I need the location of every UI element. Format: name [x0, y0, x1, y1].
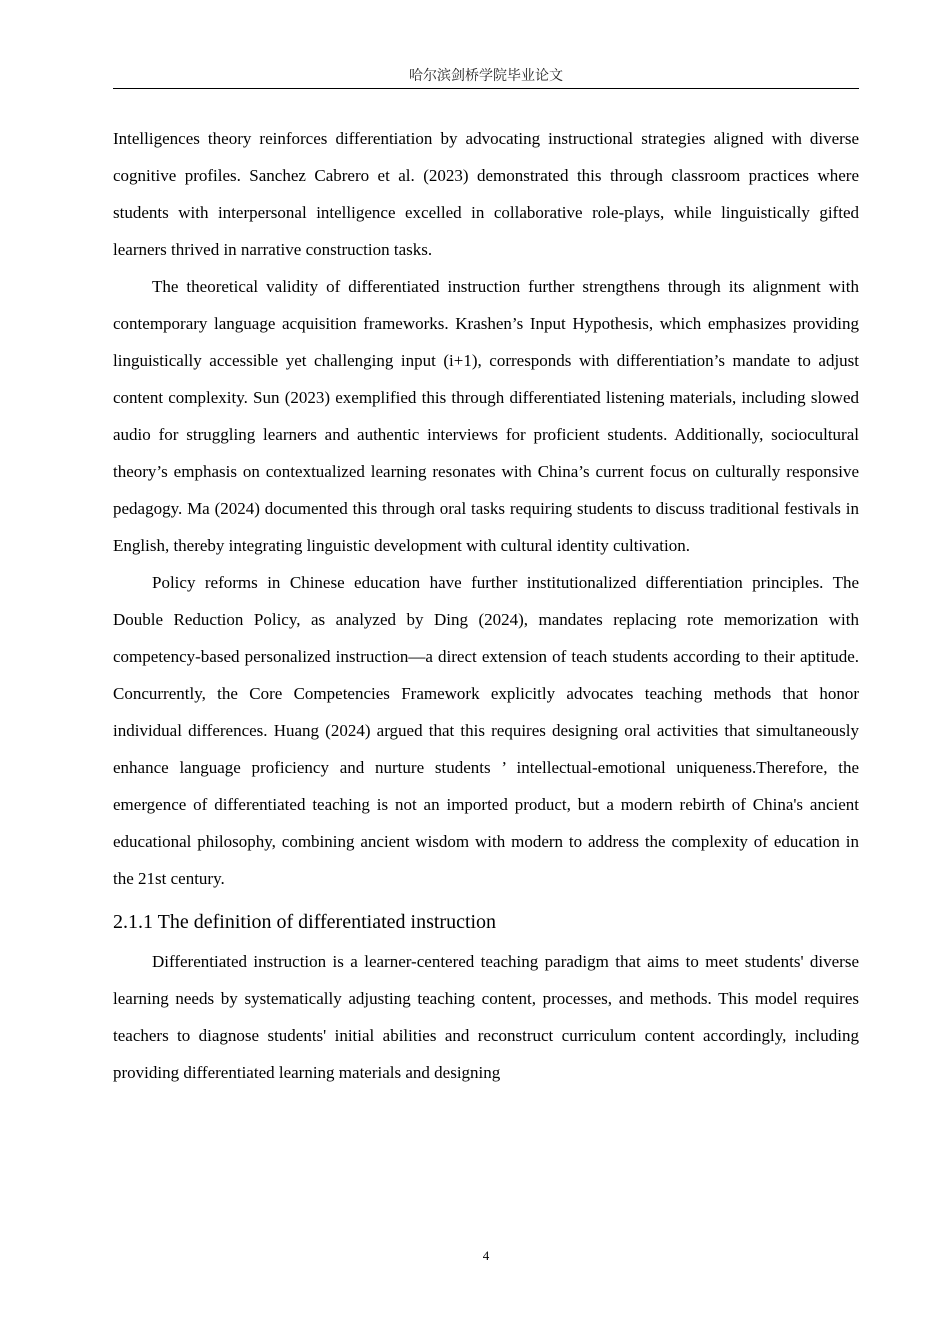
page-number: 4	[482, 1248, 490, 1263]
running-header: 哈尔滨剑桥学院毕业论文	[409, 68, 563, 84]
page-body	[113, 120, 859, 1091]
header-divider	[113, 88, 859, 89]
paragraph-intelligences-theory: Intelligences theory reinforces differentiation by advocating instructional strategies aligned with diverse cognitive profiles. Sanchez Cabrero et al. (2023) demonstrated this through classroom practices where students with interpersonal intelligence excelled in collaborative role-plays, while linguistically gifted learners thrived in narrative construction tasks.	[113, 129, 859, 259]
section-heading: 2.1.1 The definition of differentiated instruction	[113, 911, 497, 933]
paragraph-definition: Differentiated instruction is a learner-centered teaching paradigm that aims to meet students' diverse learning needs by systematically adjusting teaching content, processes, and methods. This model requires teachers to diagnose students' initial abilities and reconstruct curriculum content accordingly, including providing differentiated learning materials and designing	[113, 952, 859, 1082]
paragraph-policy-reforms: Policy reforms in Chinese education have further institutionalized differentiation principles. The Double Reduction Policy, as analyzed by Ding (2024), mandates replacing rote memorization with competency-based personalized instruction—a direct extension of teach students according to their aptitude. Concurrently, the Core Competencies Framework explicitly advocates teaching methods that honor individual differences. Huang (2024) argued that this requires designing oral activities that simultaneously enhance language proficiency and nurture students ’ intellectual-emotional uniqueness.Therefore, the emergence of differentiated teaching is not an imported product, but a modern rebirth of China's ancient educational philosophy, combining ancient wisdom with modern to address the complexity of education in the 21st century.	[113, 573, 859, 888]
paragraph-theoretical-validity: The theoretical validity of differentiated instruction further strengthens through its alignment with contemporary language acquisition frameworks. Krashen’s Input Hypothesis, which emphasizes providing linguistically accessible yet challenging input (i+1), corresponds with differentiation’s mandate to adjust content complexity. Sun (2023) exemplified this through differentiated listening materials, including slowed audio for struggling learners and authentic interviews for proficient students. Additionally, sociocultural theory’s emphasis on contextualized learning resonates with China’s current focus on culturally responsive pedagogy. Ma (2024) documented this through oral tasks requiring students to discuss traditional festivals in English, thereby integrating linguistic development with cultural identity cultivation.	[113, 277, 859, 555]
